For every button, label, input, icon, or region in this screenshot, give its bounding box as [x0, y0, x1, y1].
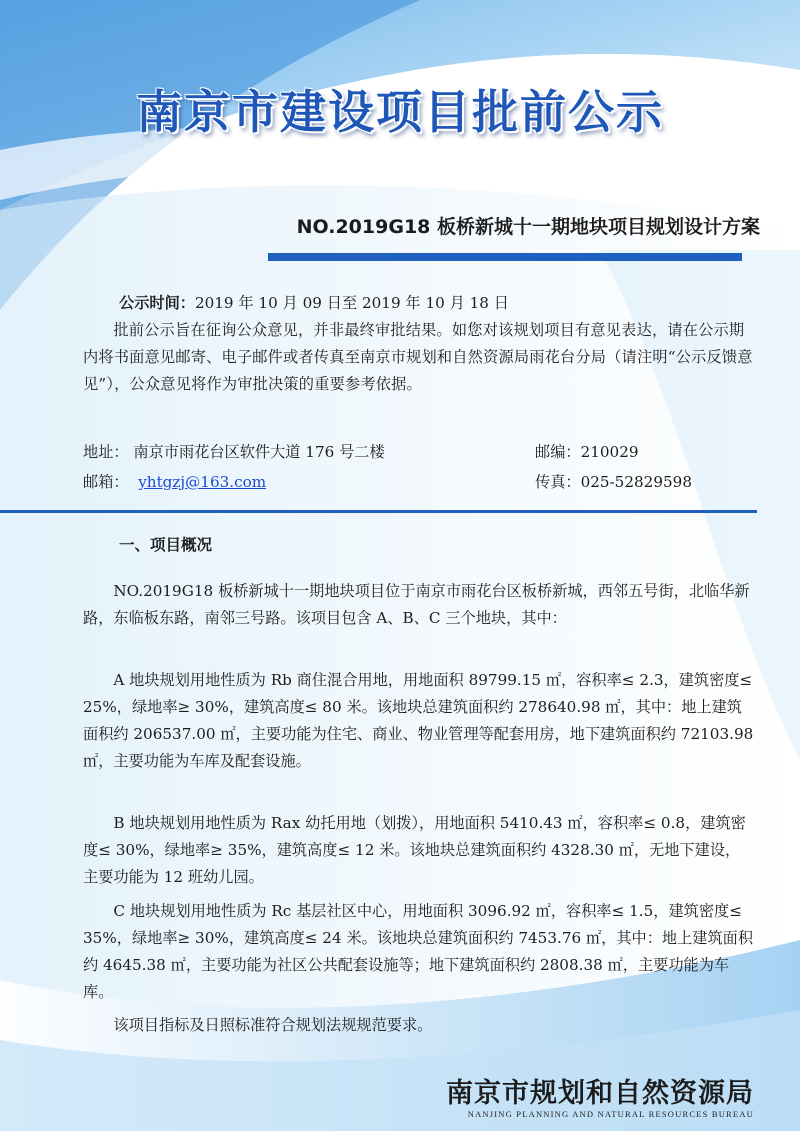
- section-divider: [0, 510, 757, 513]
- contact-row-address: [83, 441, 783, 467]
- notice-intro: 批前公示旨在征询公众意见，并非最终审批结果。如您对该规划项目有意见表达，请在公示期内将书面意见邮寄、电子邮件或者传真至南京市规划和自然资源局雨花台分局（请注明“公示反馈意见”），公众意见将作为审批决策的重要参考依据。: [83, 321, 753, 393]
- fax-value: 025-52829598: [580, 473, 692, 491]
- email-label: 邮箱：: [83, 473, 129, 491]
- bureau-name-en: NANJING PLANNING AND NATURAL RESOURCES BUREAU: [467, 1109, 754, 1119]
- contact-row-email: [83, 471, 783, 497]
- bureau-name-cn: 南京市规划和自然资源局: [446, 1078, 754, 1109]
- page-title: 南京市建设项目批前公示: [136, 85, 664, 139]
- fax-label: 传真：: [535, 473, 581, 491]
- address-value: 南京市雨花台区软件大道 176 号二楼: [133, 443, 385, 461]
- postcode: [535, 441, 639, 462]
- notice-period: [119, 292, 509, 313]
- plot-a-paragraph: A 地块规划用地性质为 Rb 商住混合用地，用地面积 89799.15 ㎡，容积率≤ 2.3，建筑密度≤ 25%，绿地率≥ 30%，建筑高度≤ 80 米。该地块总建筑面积约 278640.98 ㎡，其中：地上建筑面积约 206537.00 ㎡，主要功能为住宅、商业、物业管理等配套用房，地下建筑面积约 72103.98 ㎡，主要功能为车库及配套设施。: [83, 671, 754, 770]
- address-label: 地址：: [83, 443, 129, 461]
- notice-period-label: 公示时间：: [119, 294, 195, 312]
- plot-b-paragraph: B 地块规划用地性质为 Rax 幼托用地（划拨），用地面积 5410.43 ㎡，容积率≤ 0.8，建筑密度≤ 30%，绿地率≥ 35%，建筑高度≤ 12 米。该地块总建筑面积约 4328.30 ㎡，无地下建设，主要功能为 12 班幼儿园。: [83, 814, 746, 886]
- email-link[interactable]: yhtgzj@163.com: [138, 473, 267, 491]
- section-heading: 一、项目概况: [119, 536, 213, 554]
- plot-c-paragraph: C 地块规划用地性质为 Rc 基层社区中心，用地面积 3096.92 ㎡，容积率≤ 1.5，建筑密度≤ 35%，绿地率≥ 30%，建筑高度≤ 24 米。该地块总建筑面积约 7453.76 ㎡，其中：地上建筑面积约 4645.38 ㎡，主要功能为社区公共配套设施等；地下建筑面积约 2808.38 ㎡，主要功能为车库。: [83, 902, 754, 1001]
- address: [83, 441, 385, 462]
- fax: [535, 471, 692, 492]
- subtitle-divider: [268, 253, 742, 261]
- overview-paragraph: NO.2019G18 板桥新城十一期地块项目位于南京市雨花台区板桥新城，西邻五号街，北临华新路，东临板东路，南邻三号路。该项目包含 A、B、C 三个地块，其中：: [83, 582, 750, 627]
- project-subtitle: NO.2019G18 板桥新城十一期地块项目规划设计方案: [296, 216, 760, 238]
- notice-period-value: 2019 年 10 月 09 日至 2019 年 10 月 18 日: [194, 294, 509, 312]
- email: [83, 471, 266, 492]
- postcode-value: 210029: [580, 443, 639, 461]
- compliance-paragraph: 该项目指标及日照标准符合规划法规规范要求。: [113, 1016, 433, 1034]
- postcode-label: 邮编：: [535, 443, 581, 461]
